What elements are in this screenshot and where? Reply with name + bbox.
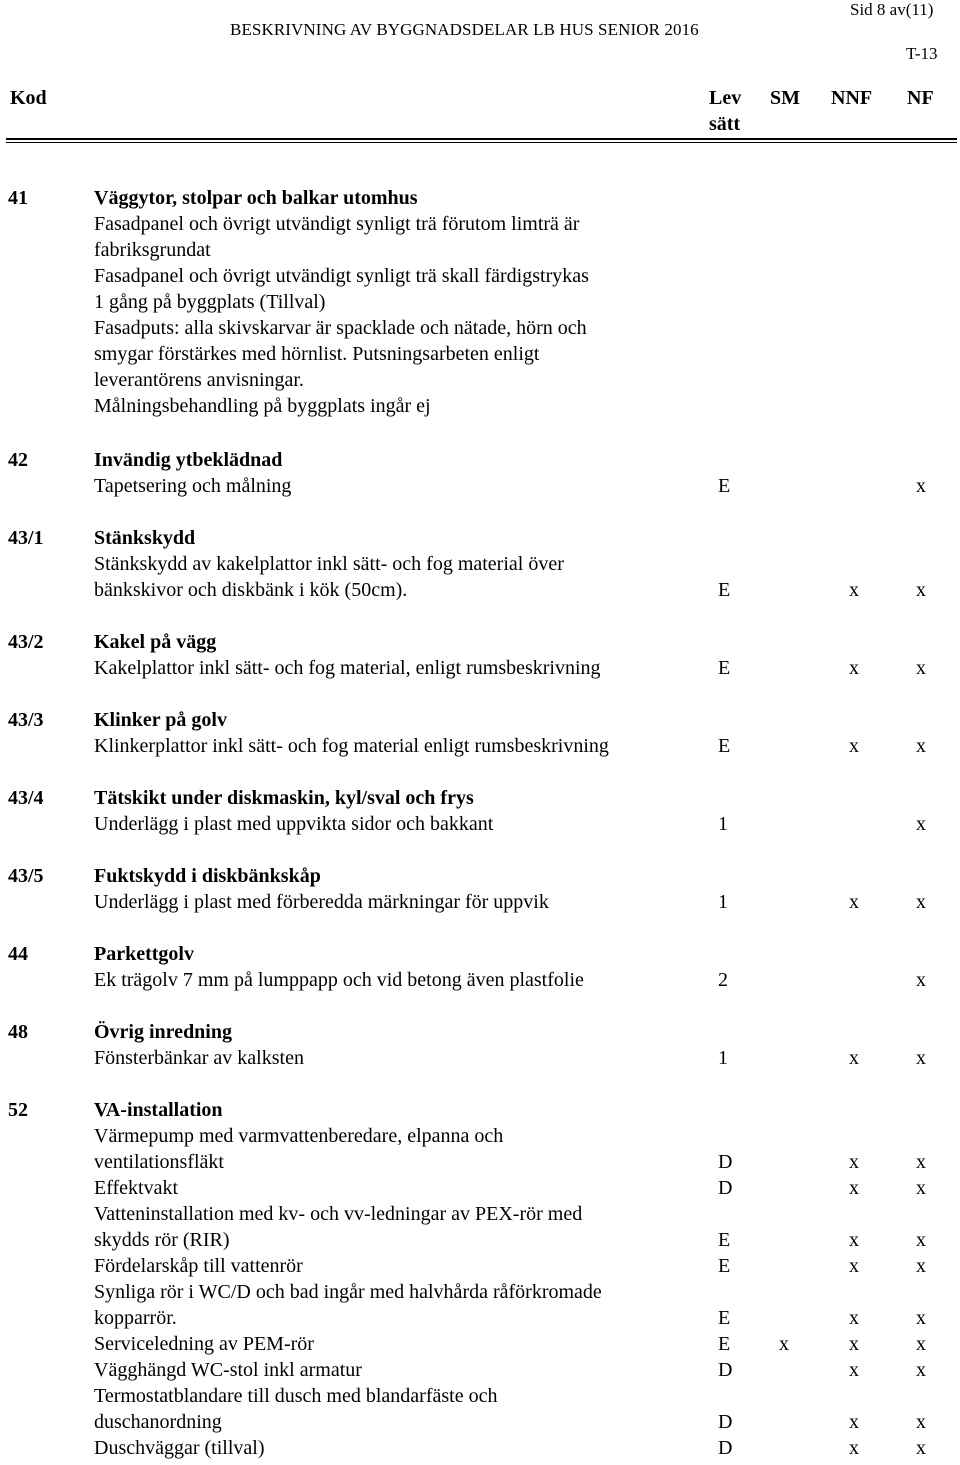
row-text: smygar förstärkes med hörnlist. Putsningsarbeten enligt [94, 343, 540, 365]
row-text: bänkskivor och diskbänk i kök (50cm). [94, 579, 408, 601]
row-text: fabriksgrundat [94, 239, 211, 261]
nnf-mark: x [849, 1437, 859, 1459]
section-code: 43/4 [8, 787, 44, 809]
nf-mark: x [916, 1307, 926, 1329]
lev-satt-value: E [718, 579, 731, 601]
lev-satt-value: D [718, 1359, 733, 1381]
section-code: 42 [8, 449, 28, 471]
section-title: Kakel på vägg [94, 631, 217, 653]
nnf-mark: x [849, 1177, 859, 1199]
row-text: Klinkerplattor inkl sätt- och fog material enligt rumsbeskrivning [94, 735, 609, 757]
nf-mark: x [916, 1437, 926, 1459]
lev-satt-value: 1 [718, 1047, 728, 1069]
section-title: Tätskikt under diskmaskin, kyl/sval och frys [94, 787, 474, 809]
section-title: Stänkskydd [94, 527, 196, 549]
nnf-mark: x [849, 1151, 859, 1173]
row-text: Termostatblandare till dusch med blandarfäste och [94, 1385, 498, 1407]
row-text: Fönsterbänkar av kalksten [94, 1047, 304, 1069]
section-code: 44 [8, 943, 28, 965]
nf-mark: x [916, 1333, 926, 1355]
nf-mark: x [916, 1151, 926, 1173]
row-text: kopparrör. [94, 1307, 177, 1329]
nf-mark: x [916, 813, 926, 835]
row-text: Vägghängd WC-stol inkl armatur [94, 1359, 362, 1381]
row-text: 1 gång på byggplats (Tillval) [94, 291, 326, 313]
nf-mark: x [916, 1359, 926, 1381]
nnf-mark: x [849, 1047, 859, 1069]
page-number: Sid 8 av(11) [850, 0, 934, 19]
nf-mark: x [916, 579, 926, 601]
nf-mark: x [916, 475, 926, 497]
row-text: ventilationsfläkt [94, 1151, 224, 1173]
nf-mark: x [916, 891, 926, 913]
section-title: Invändig ytbeklädnad [94, 449, 283, 471]
nnf-mark: x [849, 1359, 859, 1381]
document-title: BESKRIVNING AV BYGGNADSDELAR LB HUS SENIOR 2016 [230, 20, 699, 39]
row-text: Fasadpanel och övrigt utvändigt synligt trä skall färdigstrykas [94, 265, 589, 287]
lev-satt-value: D [718, 1151, 733, 1173]
lev-satt-value: D [718, 1177, 733, 1199]
row-text: Fasadputs: alla skivskarvar är spacklade och nätade, hörn och [94, 317, 587, 339]
section-code: 43/1 [8, 527, 44, 549]
section-title: Parkettgolv [94, 943, 194, 965]
section-title: Övrig inredning [94, 1021, 232, 1043]
nnf-mark: x [849, 735, 859, 757]
row-text: Vatteninstallation med kv- och vv-ledningar av PEX-rör med [94, 1203, 583, 1225]
header-rule-thin [6, 142, 957, 143]
section-code: 41 [8, 187, 28, 209]
col-kod: Kod [10, 87, 47, 109]
row-text: duschanordning [94, 1411, 222, 1433]
lev-satt-value: E [718, 735, 731, 757]
col-nnf: NNF [831, 87, 873, 109]
row-text: Synliga rör i WC/D och bad ingår med halvhårda råförkromade [94, 1281, 602, 1303]
nnf-mark: x [849, 1229, 859, 1251]
row-text: Ek trägolv 7 mm på lumppapp och vid betong även plastfolie [94, 969, 584, 991]
nf-mark: x [916, 969, 926, 991]
section-title: Klinker på golv [94, 709, 227, 731]
section-code: 52 [8, 1099, 28, 1121]
document-code: T-13 [906, 44, 938, 63]
row-text: Serviceledning av PEM-rör [94, 1333, 314, 1355]
nnf-mark: x [849, 1307, 859, 1329]
row-text: Värmepump med varmvattenberedare, elpanna och [94, 1125, 504, 1147]
nnf-mark: x [849, 1255, 859, 1277]
section-title: Fuktskydd i diskbänkskåp [94, 865, 321, 887]
row-text: skydds rör (RIR) [94, 1229, 230, 1251]
row-text: Stänkskydd av kakelplattor inkl sätt- och fog material över [94, 553, 564, 575]
col-nf: NF [907, 87, 934, 109]
sm-mark: x [779, 1333, 789, 1355]
lev-satt-value: D [718, 1411, 733, 1433]
nnf-mark: x [849, 1411, 859, 1433]
row-text: leverantörens anvisningar. [94, 369, 304, 391]
nf-mark: x [916, 1047, 926, 1069]
section-title: VA-installation [94, 1099, 223, 1121]
nf-mark: x [916, 1229, 926, 1251]
nf-mark: x [916, 1411, 926, 1433]
nf-mark: x [916, 1177, 926, 1199]
header-rule [6, 138, 957, 140]
row-text: Effektvakt [94, 1177, 179, 1199]
nnf-mark: x [849, 657, 859, 679]
row-text: Kakelplattor inkl sätt- och fog material, enligt rumsbeskrivning [94, 657, 601, 679]
row-text: Underlägg i plast med uppvikta sidor och bakkant [94, 813, 494, 835]
lev-satt-value: 1 [718, 891, 728, 913]
nnf-mark: x [849, 1333, 859, 1355]
col-sm: SM [770, 87, 800, 109]
col-lev-satt: sätt [709, 113, 741, 135]
lev-satt-value: E [718, 1229, 731, 1251]
lev-satt-value: E [718, 1255, 731, 1277]
nnf-mark: x [849, 579, 859, 601]
nf-mark: x [916, 657, 926, 679]
row-text: Duschväggar (tillval) [94, 1437, 265, 1459]
lev-satt-value: D [718, 1437, 733, 1459]
section-code: 43/5 [8, 865, 44, 887]
row-text: Målningsbehandling på byggplats ingår ej [94, 395, 431, 417]
lev-satt-value: E [718, 475, 731, 497]
lev-satt-value: E [718, 1307, 731, 1329]
lev-satt-value: 1 [718, 813, 728, 835]
section-title: Väggytor, stolpar och balkar utomhus [94, 187, 418, 209]
lev-satt-value: 2 [718, 969, 728, 991]
nnf-mark: x [849, 891, 859, 913]
row-text: Underlägg i plast med förberedda märkningar för uppvik [94, 891, 549, 913]
section-code: 43/2 [8, 631, 44, 653]
row-text: Fasadpanel och övrigt utvändigt synligt trä förutom limträ är [94, 213, 580, 235]
lev-satt-value: E [718, 1333, 731, 1355]
section-code: 43/3 [8, 709, 44, 731]
row-text: Fördelarskåp till vattenrör [94, 1255, 303, 1277]
nf-mark: x [916, 735, 926, 757]
col-lev: Lev [709, 87, 742, 109]
nf-mark: x [916, 1255, 926, 1277]
lev-satt-value: E [718, 657, 731, 679]
section-code: 48 [8, 1021, 28, 1043]
row-text: Tapetsering och målning [94, 475, 292, 497]
